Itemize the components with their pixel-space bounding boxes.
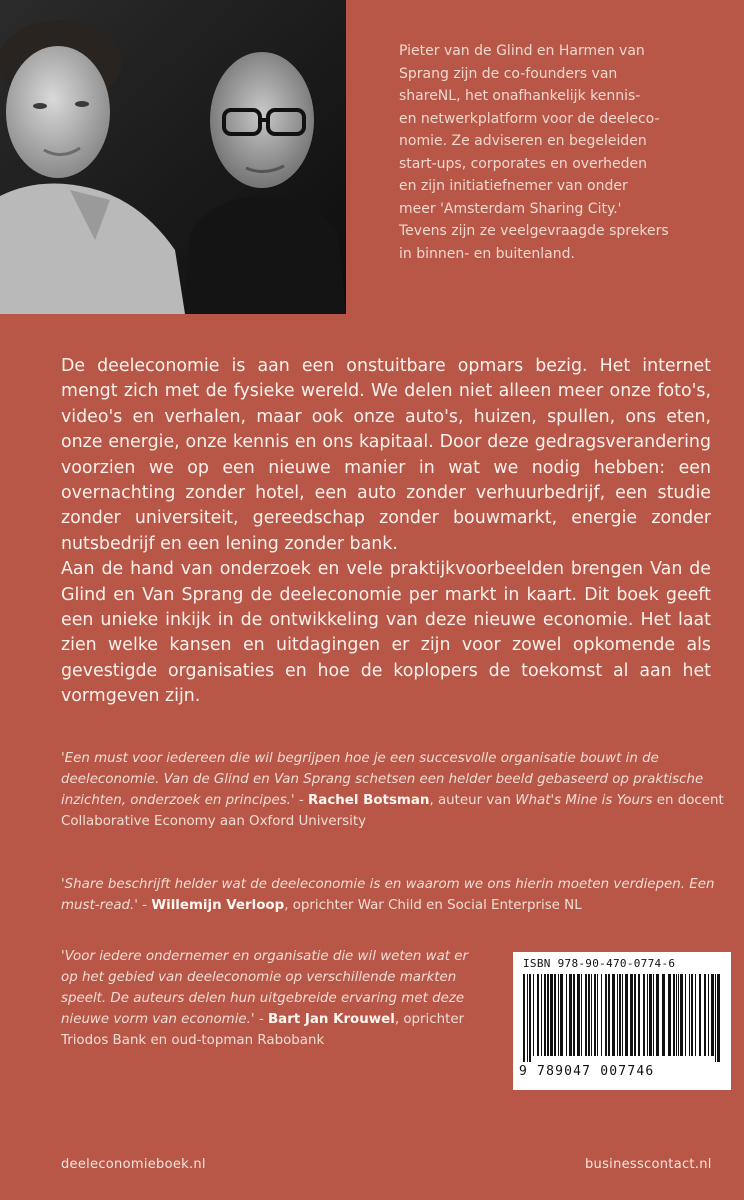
quote-role: en docent Collaborative Economy aan Oxford University	[61, 793, 724, 829]
bio-line: shareNL, het onafhankelijk kennis-	[399, 88, 641, 104]
bio-line: Sprang zijn de co-founders van	[399, 65, 618, 82]
quote-separator: -	[254, 1012, 268, 1027]
barcode-bar	[577, 974, 580, 1056]
quote-author: Willemijn Verloop	[151, 898, 285, 913]
barcode-bar	[653, 974, 654, 1056]
barcode-bar	[605, 974, 607, 1056]
isbn-barcode	[513, 952, 731, 1090]
description-paragraph-1: De deeleconomie is aan een onstuitbare opmars bezig. Het internet mengt zich met de fysieke wereld. We delen niet alleen meer onze foto's, video's en verhalen, maar ook onze auto's, huizen, spullen, ons eten, onze energie, onze kennis en ons kapitaal. Door deze gedragsverandering voorzien we op een nieuwe manier in wat we nodig hebben: een overnachting zonder hotel, een auto zonder verhuurbedrijf, een studie zonder universiteit, gereedschap zonder bouwmarkt, energie zonder nutsbedrijf en een lening zonder bank.	[61, 356, 711, 554]
barcode-bar	[573, 974, 575, 1056]
barcode-bar	[527, 974, 528, 1062]
quote-text: 'Een must voor iedereen die wil begrijpen hoe je een succesvolle organisatie bouwt in de deeleconomie. Van de Glind en Van Sprang schetsen een helder beeld gebaseerd op praktische inzichten, onderzoek en principes.'	[61, 751, 704, 808]
barcode-number: 9 789047 007746	[519, 1064, 655, 1079]
barcode-bar	[612, 974, 615, 1056]
quote-text: 'Voor iedere ondernemer en organisatie die wil weten wat er op het gebied van deeleconomie op verschillende markten speelt. De auteurs delen hun uitgebreide ervaring met deze nieuwe vorm van economie.'	[61, 949, 469, 1027]
barcode-bar	[678, 974, 679, 1056]
barcode-bar	[717, 974, 720, 1062]
barcode-bar	[638, 974, 640, 1056]
website-link-businesscontact[interactable]: businesscontact.nl	[585, 1157, 712, 1172]
barcode-bar	[569, 974, 572, 1056]
bio-line: in binnen- en buitenland.	[399, 245, 575, 262]
review-quote-botsman	[61, 748, 731, 832]
quote-role: , oprichter Triodos Bank en oud-topman Rabobank	[61, 1012, 465, 1048]
barcode-bar	[711, 974, 714, 1056]
isbn-label: ISBN 978-90-470-0774-6	[523, 957, 676, 970]
book-description	[61, 354, 711, 710]
barcode-bar	[676, 974, 677, 1056]
bio-line: en netwerkplatform voor de deeleco-	[399, 110, 660, 127]
barcode-bar	[649, 974, 652, 1056]
review-quote-krouwel	[61, 946, 481, 1051]
quote-author: Rachel Botsman	[307, 793, 430, 808]
quote-separator: -	[294, 793, 308, 808]
barcode-bar	[594, 974, 596, 1056]
quote-text: 'Share beschrijft helder wat de deeleconomie is en waarom we ons hierin moeten verdiepen. Een must-read.'	[61, 877, 715, 913]
barcode-bar	[558, 974, 559, 1056]
barcode-bar	[622, 974, 623, 1056]
author-bio	[399, 40, 729, 265]
bio-line: meer 'Amsterdam Sharing City.'	[399, 200, 622, 217]
barcode-bar	[673, 974, 675, 1056]
description-paragraph-2: Aan de hand van onderzoek en vele praktijkvoorbeelden brengen Van de Glind en Van Sprang de deeleconomie per markt in kaart. Dit boek geeft een unieke inkijk in de ontwikkeling van deze nieuwe economie. Het laat zien welke kansen en uitdagingen er zijn voor zowel opkomende als gevestigde organisaties en hoe de koplopers de toekomst al aan het vormgeven zijn.	[61, 559, 711, 707]
barcode-bar	[617, 974, 618, 1056]
barcode-bar	[544, 974, 546, 1056]
bio-line: en zijn initiatiefnemer van onder	[399, 178, 628, 194]
barcode-bar	[662, 974, 665, 1056]
barcode-bar	[680, 974, 683, 1056]
barcode-bar	[691, 974, 693, 1056]
barcode-bar	[550, 974, 553, 1056]
barcode-bar	[608, 974, 610, 1056]
barcode-bar	[541, 974, 542, 1056]
barcode-bar	[643, 974, 645, 1056]
quote-separator: -	[137, 898, 152, 913]
barcode-bar	[547, 974, 549, 1056]
barcode-bar	[529, 974, 531, 1062]
barcode-bar	[630, 974, 633, 1056]
barcode-bar	[685, 974, 686, 1056]
website-link-deeleconomieboek[interactable]: deeleconomieboek.nl	[61, 1157, 206, 1172]
barcode-bar	[619, 974, 621, 1056]
barcode-bar	[699, 974, 701, 1056]
barcode-bar	[537, 974, 539, 1056]
quote-book-title: What's Mine is Yours	[515, 793, 653, 808]
barcode-bar	[588, 974, 590, 1056]
barcode-bar	[668, 974, 671, 1056]
barcode-bar	[523, 974, 525, 1062]
quote-author: Bart Jan Krouwel	[267, 1012, 395, 1027]
barcode-bar	[597, 974, 598, 1056]
review-quote-verloop	[61, 874, 731, 916]
barcode-bar	[554, 974, 556, 1056]
author-photo-illustration	[0, 0, 346, 314]
barcode-bar	[704, 974, 706, 1056]
author-photo	[0, 0, 346, 314]
barcode-bar	[647, 974, 648, 1056]
barcode-bar	[566, 974, 567, 1056]
bio-line: Tevens zijn ze veelgevraagde sprekers	[399, 223, 669, 239]
barcode-bar	[689, 974, 690, 1056]
barcode-bar	[560, 974, 563, 1056]
barcode-bars	[521, 974, 723, 1062]
barcode-bar	[708, 974, 709, 1056]
barcode-bar	[533, 974, 534, 1056]
bio-line: start-ups, corporates en overheden	[399, 155, 648, 172]
bio-line: Pieter van de Glind en Harmen van	[399, 43, 645, 59]
barcode-bar	[634, 974, 636, 1056]
bio-line: nomie. Ze adviseren en begeleiden	[399, 133, 647, 149]
barcode-bar	[581, 974, 582, 1056]
barcode-bar	[591, 974, 592, 1056]
quote-role: , oprichter War Child en Social Enterprise NL	[284, 898, 582, 913]
barcode-bar	[625, 974, 628, 1056]
barcode-bar	[601, 974, 602, 1056]
barcode-bar	[695, 974, 696, 1056]
quote-role: , auteur van	[429, 793, 516, 808]
barcode-bar	[656, 974, 659, 1056]
barcode-bar	[585, 974, 587, 1056]
barcode-bar	[715, 974, 716, 1062]
